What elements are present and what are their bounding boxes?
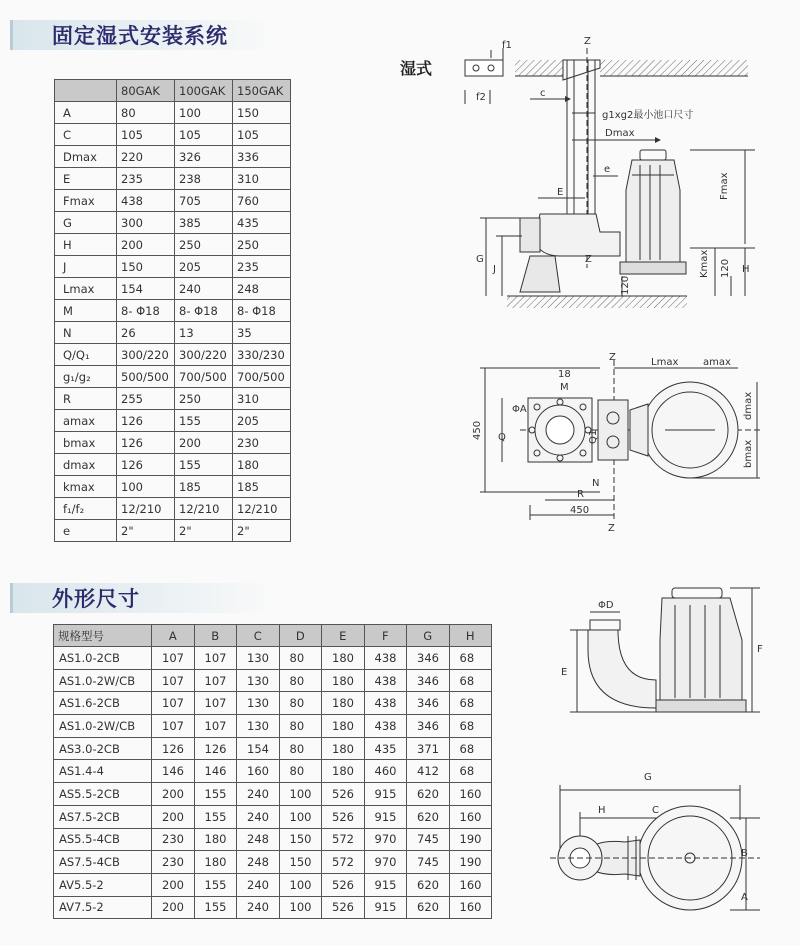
install-table-cell: 185 [175,476,233,498]
outline-table-cell: 526 [322,873,365,896]
install-table-cell: M [55,300,117,322]
install-table-cell: 235 [117,168,175,190]
install-table-cell: Q/Q₁ [55,344,117,366]
label-450-bottom: 450 [570,505,590,516]
install-table-cell: 250 [233,234,291,256]
outline-table-cell: 150 [279,851,322,874]
install-table-cell: 310 [233,168,291,190]
install-table-cell: 100 [117,476,175,498]
install-table-cell: 150 [117,256,175,278]
install-table-cell: 300/220 [175,344,233,366]
install-table-cell: 12/210 [233,498,291,520]
outline-table-cell: 160 [237,760,280,783]
outline-table-cell: 620 [407,783,450,806]
outline-table-header-cell: A [152,625,195,647]
wet-install-side-drawing [465,48,755,308]
label-dmax: Dmax [605,128,635,139]
label-120-right: 120 [720,258,731,278]
label-fmax: Fmax [719,172,730,200]
outline-table-cell: 155 [194,873,237,896]
label-c: c [540,88,546,99]
outline-table-cell: AV5.5-2 [54,873,152,896]
label-450-left: 450 [472,420,483,440]
outline-table-cell: 572 [322,851,365,874]
install-table-cell: bmax [55,432,117,454]
install-table-cell: 300/220 [117,344,175,366]
outline-table-cell: 190 [449,851,492,874]
outline-table-cell: 435 [364,737,407,760]
outline-table-cell: 100 [279,783,322,806]
outline-table-cell: 346 [407,647,450,670]
install-table-cell: 126 [117,454,175,476]
install-table-cell: 154 [117,278,175,300]
label-phi-d: ΦD [598,600,614,611]
outline-table-cell: 107 [194,692,237,715]
install-table-cell: 500/500 [117,366,175,388]
install-table-cell: 105 [233,124,291,146]
install-table-cell: 150 [233,102,291,124]
outline-table-cell: 126 [152,737,195,760]
outline-table-cell: 126 [194,737,237,760]
install-table-cell: 8- Φ18 [233,300,291,322]
outline-table-cell: 970 [364,851,407,874]
outline-table-cell: 80 [279,647,322,670]
outline-table-cell: 526 [322,805,365,828]
outline-table-cell: AS1.6-2CB [54,692,152,715]
label-c-outline: C [652,805,659,816]
install-table-cell: 8- Φ18 [117,300,175,322]
outline-table-cell: 107 [194,669,237,692]
install-table-cell: 35 [233,322,291,344]
install-table-cell: 105 [175,124,233,146]
outline-table-cell: 200 [152,896,195,919]
install-table-cell: 126 [117,432,175,454]
install-table-cell: 2" [175,520,233,542]
section-title-install-text: 固定湿式安装系统 [52,24,228,48]
install-table-cell: 300 [117,212,175,234]
install-table-cell: 238 [175,168,233,190]
install-table-cell: 438 [117,190,175,212]
label-h-outline: H [598,805,606,816]
label-kmax: Kmax [699,249,710,278]
install-table-cell: 2" [233,520,291,542]
outline-table-cell: 745 [407,851,450,874]
install-table-cell: Fmax [55,190,117,212]
label-z-mid: Z [585,254,592,265]
outline-table-cell: 240 [237,805,280,828]
install-table-cell: 326 [175,146,233,168]
outline-table-cell: 240 [237,896,280,919]
label-phi-a: ΦA [512,404,527,415]
outline-table-cell: 180 [194,828,237,851]
label-e-outline: E [561,667,568,678]
install-table-cell: 100 [175,102,233,124]
outline-table-cell: AV7.5-2 [54,896,152,919]
label-pit-note: g1xg2最小池口尺寸 [602,110,694,121]
outline-table-cell: 438 [364,715,407,738]
outline-table-cell: 200 [152,873,195,896]
label-r: R [577,489,584,500]
outline-table-cell: 130 [237,647,280,670]
install-table-cell: e [55,520,117,542]
outline-table-cell: 130 [237,692,280,715]
install-table-cell: 155 [175,454,233,476]
install-table-cell: 200 [175,432,233,454]
outline-table-cell: 100 [279,805,322,828]
outline-table-cell: 190 [449,828,492,851]
outline-table-cell: 107 [194,647,237,670]
label-g-outline: G [644,772,652,783]
label-lmax: Lmax [651,357,679,368]
install-table-cell: 250 [175,388,233,410]
wet-install-label: 湿式 [400,59,433,78]
install-table-cell: 310 [233,388,291,410]
outline-table-cell: 915 [364,896,407,919]
install-table-cell: E [55,168,117,190]
label-z-plan-bottom: Z [608,523,615,534]
label-f1: f1 [502,40,512,51]
outline-table-cell: 248 [237,851,280,874]
install-table-cell: 255 [117,388,175,410]
outline-table-cell: 346 [407,715,450,738]
pump-plan-outline-drawing [550,785,760,910]
outline-table-cell: AS1.0-2CB [54,647,152,670]
outline-table-cell: 80 [279,692,322,715]
outline-table-cell: AS1.0-2W/CB [54,669,152,692]
outline-table-cell: 248 [237,828,280,851]
label-g: G [476,254,484,265]
outline-table-cell: AS1.0-2W/CB [54,715,152,738]
outline-table-cell: 130 [237,669,280,692]
install-table-cell: 12/210 [117,498,175,520]
outline-table-header-cell: B [194,625,237,647]
outline-table-header-cell: E [322,625,365,647]
outline-table-cell: 180 [322,692,365,715]
outline-table-cell: 68 [449,737,492,760]
outline-table-cell: 915 [364,783,407,806]
install-table-cell: 760 [233,190,291,212]
wet-install-plan-drawing [480,360,760,520]
install-table-cell: G [55,212,117,234]
install-table-cell: 700/500 [175,366,233,388]
outline-table-cell: 80 [279,737,322,760]
outline-table-cell: 155 [194,783,237,806]
install-table-cell: 700/500 [233,366,291,388]
outline-table-cell: 460 [364,760,407,783]
label-e-large: E [557,187,564,198]
outline-table-cell: 107 [152,692,195,715]
outline-table-cell: 572 [322,828,365,851]
outline-table-cell: 150 [279,828,322,851]
outline-table-cell: 438 [364,692,407,715]
install-table-cell: 26 [117,322,175,344]
install-table-cell: 200 [117,234,175,256]
install-table-cell: 336 [233,146,291,168]
install-table-cell: Dmax [55,146,117,168]
install-table-cell: 250 [175,234,233,256]
outline-table-cell: 146 [152,760,195,783]
install-table-cell: 155 [175,410,233,432]
label-z-plan-top: Z [609,352,616,363]
outline-table-cell: 80 [279,715,322,738]
outline-table-cell: 146 [194,760,237,783]
outline-table-cell: AS5.5-2CB [54,783,152,806]
outline-table-cell: 80 [279,669,322,692]
install-table-cell: 8- Φ18 [175,300,233,322]
outline-table-cell: 68 [449,669,492,692]
outline-table-cell: 130 [237,715,280,738]
install-table-cell: dmax [55,454,117,476]
outline-table-cell: 100 [279,873,322,896]
label-m: M [560,382,569,393]
outline-table-cell: 155 [194,896,237,919]
outline-table-cell: 100 [279,896,322,919]
install-table-header-cell: 80GAK [117,80,175,102]
outline-table-cell: 970 [364,828,407,851]
outline-table-cell: 200 [152,805,195,828]
label-dmax-small: dmax [743,391,754,420]
outline-table-cell: 180 [322,715,365,738]
outline-table-cell: 80 [279,760,322,783]
install-table-cell: H [55,234,117,256]
outline-table-cell: AS7.5-2CB [54,805,152,828]
outline-table-cell: 745 [407,828,450,851]
label-n: N [592,478,600,489]
install-table-cell: 105 [117,124,175,146]
install-table-cell: 205 [175,256,233,278]
outline-table-cell: 240 [237,873,280,896]
outline-table-header-cell: C [237,625,280,647]
install-table-cell: 205 [233,410,291,432]
install-table-cell: N [55,322,117,344]
outline-table-cell: 107 [152,669,195,692]
outline-table-cell: 346 [407,669,450,692]
outline-table-cell: 620 [407,873,450,896]
outline-table-header-cell: H [449,625,492,647]
label-amax: amax [703,357,731,368]
install-table-cell: 2" [117,520,175,542]
outline-table-cell: 68 [449,692,492,715]
outline-table-cell: 915 [364,805,407,828]
install-table-cell: 185 [233,476,291,498]
outline-table-cell: 68 [449,760,492,783]
outline-table-cell: 620 [407,805,450,828]
install-table-cell: 126 [117,410,175,432]
outline-table-cell: 526 [322,896,365,919]
outline-table-cell: AS7.5-4CB [54,851,152,874]
outline-table-cell: 438 [364,669,407,692]
install-table-cell: 12/210 [175,498,233,520]
label-z-top: Z [584,36,591,47]
install-table-cell: f₁/f₂ [55,498,117,520]
outline-table-cell: 200 [152,783,195,806]
install-table-cell: 435 [233,212,291,234]
install-table-cell: 13 [175,322,233,344]
outline-table-cell: 160 [449,896,492,919]
outline-table-cell: 107 [194,715,237,738]
install-table-cell: R [55,388,117,410]
outline-table-cell: 68 [449,715,492,738]
outline-table-cell: 412 [407,760,450,783]
outline-table-cell: 180 [322,737,365,760]
outline-table-cell: 915 [364,873,407,896]
install-table-cell: C [55,124,117,146]
install-table-cell: J [55,256,117,278]
outline-table-cell: 230 [152,851,195,874]
outline-table-cell: 180 [322,760,365,783]
outline-table-header-cell: D [279,625,322,647]
install-table-cell: kmax [55,476,117,498]
install-table-cell: 385 [175,212,233,234]
outline-table-cell: 526 [322,783,365,806]
outline-table-cell: 346 [407,692,450,715]
outline-table-cell: 160 [449,783,492,806]
outline-table-cell: AS1.4-4 [54,760,152,783]
install-table-cell: A [55,102,117,124]
outline-table-cell: 160 [449,873,492,896]
outline-table-cell: 180 [322,669,365,692]
label-q: Q [498,432,506,443]
install-table-cell: 220 [117,146,175,168]
label-120-bottom: 120 [620,275,631,295]
outline-table-cell: 240 [237,783,280,806]
install-table-cell: 248 [233,278,291,300]
install-table-cell: g₁/g₂ [55,366,117,388]
label-h: H [742,264,750,275]
outline-table-cell: 180 [322,647,365,670]
section-title-dimensions-text: 外形尺寸 [52,587,140,611]
outline-table-header-cell: G [407,625,450,647]
outline-table-cell: AS3.0-2CB [54,737,152,760]
outline-table-cell: 155 [194,805,237,828]
label-b-outline: B [741,848,748,859]
outline-table-cell: AS5.5-4CB [54,828,152,851]
outline-table-cell: 154 [237,737,280,760]
install-table-cell: amax [55,410,117,432]
outline-table-cell: 371 [407,737,450,760]
outline-table-cell: 230 [152,828,195,851]
install-table-header-cell: 150GAK [233,80,291,102]
label-e-small: e [604,164,611,175]
outline-table-cell: 107 [152,715,195,738]
label-q1: Q1 [588,429,599,444]
outline-table-cell: 107 [152,647,195,670]
outline-table-cell: 438 [364,647,407,670]
outline-table-cell: 620 [407,896,450,919]
outline-table-cell: 180 [194,851,237,874]
outline-table-header-cell: 规格型号 [54,625,152,647]
install-table-cell: 330/230 [233,344,291,366]
install-table-cell: 240 [175,278,233,300]
install-table-cell: 705 [175,190,233,212]
label-a-outline: A [741,892,748,903]
install-table-cell: 80 [117,102,175,124]
install-table-cell: 230 [233,432,291,454]
label-f2: f2 [476,92,486,103]
label-j: J [493,264,496,275]
outline-table-cell: 68 [449,647,492,670]
label-bmax: bmax [743,439,754,468]
label-f-outline: F [757,644,763,655]
outline-table-cell: 160 [449,805,492,828]
install-table-cell: 235 [233,256,291,278]
install-table-header-cell: 100GAK [175,80,233,102]
outline-table-header-cell: F [364,625,407,647]
label-18: 18 [558,369,571,380]
install-table-cell: Lmax [55,278,117,300]
install-table-cell: 180 [233,454,291,476]
